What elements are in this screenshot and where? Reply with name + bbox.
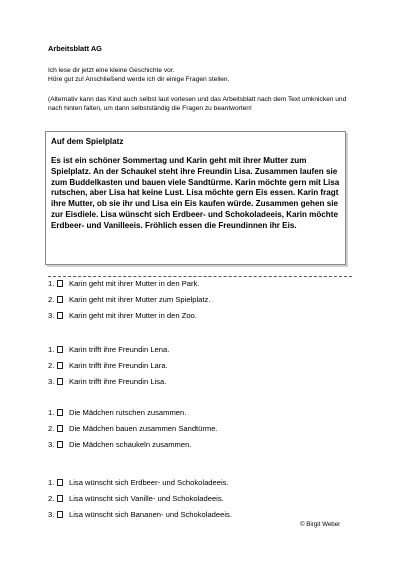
option-number: 1. — [48, 345, 55, 355]
checkbox[interactable] — [57, 346, 63, 353]
intro-text — [48, 67, 358, 84]
option-text: Lisa wünscht sich Bananen- und Schokoladeeis. — [69, 509, 232, 519]
question-group-4 — [48, 475, 232, 522]
checkbox[interactable] — [57, 312, 63, 319]
story-box — [45, 131, 346, 265]
answer-option[interactable] — [48, 342, 169, 358]
answer-option[interactable] — [48, 421, 218, 437]
intro-line: Höre gut zu! Anschließend werde ich dir einige Fragen stellen. — [48, 75, 230, 83]
option-text: Die Mädchen schaukeln zusammen. — [69, 439, 192, 449]
alternative-note: (Alternativ kann das Kind auch selbst laut vorlesen und das Arbeitsblatt nach dem Text umknicken und nach hinten falten, um dann selbstständig die Fragen zu beantworten! — [48, 96, 347, 112]
option-number: 1. — [48, 408, 55, 418]
checkbox[interactable] — [57, 280, 63, 287]
option-text: Lisa wünscht sich Erdbeer- und Schokoladeeis. — [69, 478, 229, 488]
option-number: 3. — [48, 439, 55, 449]
checkbox[interactable] — [57, 441, 63, 448]
option-number: 3. — [48, 310, 55, 320]
copyright-notice: © Birgit Weber — [300, 521, 341, 528]
option-number: 2. — [48, 295, 55, 305]
answer-option[interactable] — [48, 276, 210, 292]
answer-option[interactable] — [48, 307, 210, 323]
checkbox[interactable] — [57, 495, 63, 502]
story-text: Es ist ein schöner Sommertag und Karin geht mit ihrer Mutter zum Spielplatz. An der Schaukel steht ihre Freundin Lisa. Zusammen laufen sie zum Buddelkasten und bauen viele Sandtürme. Karin möchte gern mit Lisa rutschen, aber Lisa hat keine Lust. Lisa möchte gern Eis essen. Karin fragt ihre Mutter, ob sie ihr und Lisa ein Eis kaufen würde. Zusammen gehen sie zur Eisdiele. Lisa wünscht sich Erdbeer- und Schokoladeeis, Karin möchte Erdbeer- und Vanilleeis. Fröhlich essen die Freundinnen ihr Eis. — [51, 156, 340, 230]
answer-option[interactable] — [48, 475, 232, 491]
option-text: Lisa wünscht sich Vanille- und Schokoladeeis. — [69, 494, 224, 504]
option-text: Die Mädchen bauen zusammen Sandtürme. — [69, 424, 218, 434]
option-text: Karin geht mit ihrer Mutter zum Spielplatz. — [69, 295, 211, 305]
option-text: Karin geht mit ihrer Mutter in den Park. — [69, 279, 200, 289]
option-number: 2. — [48, 361, 55, 371]
checkbox[interactable] — [57, 409, 63, 416]
option-number: 2. — [48, 424, 55, 434]
question-group-2 — [48, 342, 169, 389]
checkbox[interactable] — [57, 479, 63, 486]
intro-line: Ich lese dir jetzt eine kleine Geschichte vor. — [48, 67, 175, 74]
option-text: Die Mädchen rutschen zusammen. — [69, 408, 187, 418]
checkbox[interactable] — [57, 378, 63, 385]
answer-option[interactable] — [48, 491, 232, 507]
question-group-3 — [48, 405, 218, 452]
answer-option[interactable] — [48, 405, 218, 421]
option-text: Karin trifft ihre Freundin Lena. — [69, 345, 170, 355]
checkbox[interactable] — [57, 511, 63, 518]
option-text: Karin trifft ihre Freundin Lara. — [69, 361, 168, 371]
checkbox[interactable] — [57, 362, 63, 369]
answer-option[interactable] — [48, 436, 218, 452]
option-number: 1. — [48, 279, 55, 289]
option-number: 3. — [48, 509, 55, 519]
answer-option[interactable] — [48, 292, 210, 308]
answer-option[interactable] — [48, 373, 169, 389]
option-text: Karin geht mit ihrer Mutter in den Zoo. — [69, 310, 197, 320]
option-number: 2. — [48, 494, 55, 504]
checkbox[interactable] — [57, 296, 63, 303]
worksheet-title: Arbeitsblatt AG — [48, 44, 102, 53]
option-number: 3. — [48, 376, 55, 386]
question-group-1 — [48, 276, 210, 323]
option-text: Karin trifft ihre Freundin Lisa. — [69, 376, 167, 386]
checkbox[interactable] — [57, 425, 63, 432]
story-title: Auf dem Spielplatz — [51, 137, 124, 146]
answer-option[interactable] — [48, 358, 169, 374]
option-number: 1. — [48, 478, 55, 488]
answer-option[interactable] — [48, 506, 232, 522]
